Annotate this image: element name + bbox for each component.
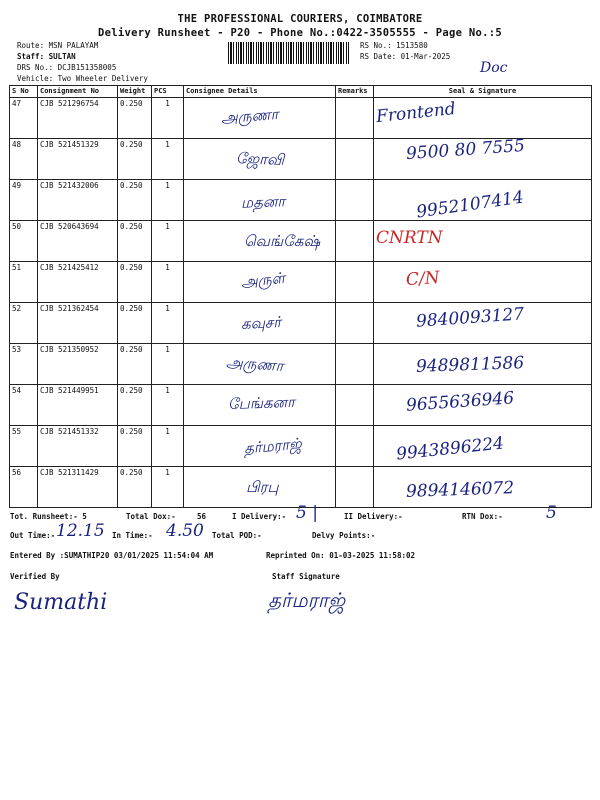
barcode-image bbox=[228, 42, 350, 64]
row-remarks bbox=[336, 262, 374, 303]
table-row bbox=[10, 467, 592, 508]
table-row bbox=[10, 221, 592, 262]
col-seal: Seal & Signature bbox=[374, 86, 592, 98]
row-consignment-no: CJB 521311429 bbox=[38, 467, 118, 508]
ii-delivery-label: II Delivery:- bbox=[344, 512, 403, 521]
row-consignment-no: CJB 521362454 bbox=[38, 303, 118, 344]
seal-handwriting: 9840093127 bbox=[415, 304, 525, 332]
row-consignment-no: CJB 521350952 bbox=[38, 344, 118, 385]
total-pod-label: Total POD:- bbox=[212, 531, 262, 540]
row-pcs: 1 bbox=[152, 385, 184, 426]
staff-signature-label: Staff Signature bbox=[272, 572, 340, 581]
row-weight: 0.250 bbox=[118, 180, 152, 221]
row-pcs: 1 bbox=[152, 426, 184, 467]
row-remarks bbox=[336, 426, 374, 467]
table-row bbox=[10, 385, 592, 426]
row-pcs: 1 bbox=[152, 344, 184, 385]
verified-signature: Sumathi bbox=[14, 590, 108, 615]
consignee-handwriting: ஜோவி bbox=[235, 149, 285, 169]
rs-number: RS No.: 1513580 bbox=[360, 41, 428, 50]
row-weight: 0.250 bbox=[118, 262, 152, 303]
row-seal-cell bbox=[374, 303, 592, 344]
row-remarks bbox=[336, 139, 374, 180]
seal-handwriting: CNRTN bbox=[376, 228, 443, 248]
row-consignment-no: CJB 520643694 bbox=[38, 221, 118, 262]
doc-handwritten-note: Doc bbox=[480, 60, 508, 76]
row-pcs: 1 bbox=[152, 139, 184, 180]
table-header-row bbox=[10, 86, 592, 98]
table-row bbox=[10, 98, 592, 139]
row-sno: 50 bbox=[10, 221, 38, 262]
verified-by-label: Verified By bbox=[10, 572, 60, 581]
row-weight: 0.250 bbox=[118, 98, 152, 139]
row-seal-cell bbox=[374, 98, 592, 139]
row-consignment-no: CJB 521432006 bbox=[38, 180, 118, 221]
route-label: Route: MSN PALAYAM bbox=[17, 41, 99, 50]
row-remarks bbox=[336, 180, 374, 221]
row-consignee-cell bbox=[184, 262, 336, 303]
runsheet-subtitle: Delivery Runsheet - P20 - Phone No.:0422-3505555 - Page No.:5 bbox=[98, 27, 502, 39]
seal-handwriting: 9655636946 bbox=[405, 388, 515, 416]
runsheet-table bbox=[9, 85, 592, 508]
row-consignee-cell bbox=[184, 385, 336, 426]
row-sno: 47 bbox=[10, 98, 38, 139]
row-consignee-cell bbox=[184, 344, 336, 385]
consignee-handwriting: மதனா bbox=[240, 192, 286, 212]
seal-handwriting: 9894146072 bbox=[405, 478, 515, 502]
seal-handwriting: 9943896224 bbox=[395, 433, 505, 465]
col-sno: S No bbox=[10, 86, 38, 98]
row-consignment-no: CJB 521451332 bbox=[38, 426, 118, 467]
row-seal-cell bbox=[374, 344, 592, 385]
row-seal-cell bbox=[374, 426, 592, 467]
col-consignee: Consignee Details bbox=[184, 86, 336, 98]
delvy-points-label: Delvy Points:- bbox=[312, 531, 376, 540]
entered-by: Entered By :SUMATHIP20 03/01/2025 11:54:04 AM bbox=[10, 551, 214, 560]
in-time-value: 4.50 bbox=[166, 521, 204, 541]
total-dox-label: Total Dox:- bbox=[126, 512, 176, 521]
seal-handwriting: Frontend bbox=[375, 98, 457, 128]
row-sno: 51 bbox=[10, 262, 38, 303]
row-sno: 52 bbox=[10, 303, 38, 344]
row-weight: 0.250 bbox=[118, 385, 152, 426]
row-weight: 0.250 bbox=[118, 139, 152, 180]
row-weight: 0.250 bbox=[118, 221, 152, 262]
rs-date: RS Date: 01-Mar-2025 bbox=[360, 52, 451, 61]
row-pcs: 1 bbox=[152, 467, 184, 508]
row-pcs: 1 bbox=[152, 98, 184, 139]
table-row bbox=[10, 303, 592, 344]
consignee-handwriting: பிரபு bbox=[246, 478, 279, 496]
row-consignee-cell bbox=[184, 98, 336, 139]
staff-label: Staff: SULTAN bbox=[17, 52, 76, 61]
row-consignee-cell bbox=[184, 221, 336, 262]
row-seal-cell bbox=[374, 180, 592, 221]
table-row bbox=[10, 139, 592, 180]
drs-number: DRS No.: DCJB151358005 bbox=[17, 63, 117, 72]
out-time-value: 12.15 bbox=[56, 521, 105, 541]
row-sno: 48 bbox=[10, 139, 38, 180]
table-row bbox=[10, 344, 592, 385]
row-sno: 56 bbox=[10, 467, 38, 508]
seal-handwriting: C/N bbox=[405, 267, 441, 291]
row-consignee-cell bbox=[184, 303, 336, 344]
row-weight: 0.250 bbox=[118, 303, 152, 344]
seal-handwriting: 9952107414 bbox=[415, 187, 526, 223]
row-remarks bbox=[336, 303, 374, 344]
table-row bbox=[10, 426, 592, 467]
row-weight: 0.250 bbox=[118, 467, 152, 508]
row-remarks bbox=[336, 385, 374, 426]
row-remarks bbox=[336, 344, 374, 385]
row-consignee-cell bbox=[184, 426, 336, 467]
tot-runsheet: Tot. Runsheet:- 5 bbox=[10, 512, 87, 521]
company-title: THE PROFESSIONAL COURIERS, COIMBATORE bbox=[177, 13, 423, 25]
out-time-label: Out Time:- bbox=[10, 531, 56, 540]
consignee-handwriting: வெங்கேஷ் bbox=[244, 232, 321, 250]
row-remarks bbox=[336, 221, 374, 262]
row-consignment-no: CJB 521449951 bbox=[38, 385, 118, 426]
row-sno: 54 bbox=[10, 385, 38, 426]
consignee-handwriting: அருள் bbox=[240, 268, 286, 292]
rtn-dox-value: 5 bbox=[546, 503, 557, 523]
seal-handwriting: 9500 80 7555 bbox=[405, 135, 526, 165]
table-row bbox=[10, 180, 592, 221]
row-remarks bbox=[336, 98, 374, 139]
row-seal-cell bbox=[374, 385, 592, 426]
col-weight: Weight bbox=[118, 86, 152, 98]
row-pcs: 1 bbox=[152, 221, 184, 262]
row-seal-cell bbox=[374, 135, 592, 180]
row-consignee-cell bbox=[184, 139, 336, 180]
row-weight: 0.250 bbox=[118, 426, 152, 467]
consignee-handwriting: தர்மராஜ் bbox=[243, 434, 303, 458]
row-consignment-no: CJB 521425412 bbox=[38, 262, 118, 303]
row-remarks bbox=[336, 467, 374, 508]
seal-handwriting: 9489811586 bbox=[415, 353, 525, 377]
staff-signature: தர்மராஜ் bbox=[268, 588, 346, 612]
consignee-handwriting: அருணா bbox=[225, 353, 285, 375]
row-seal-cell bbox=[374, 262, 592, 303]
col-pcs: PCS bbox=[152, 86, 184, 98]
col-remarks: Remarks bbox=[336, 86, 374, 98]
row-seal-cell bbox=[374, 221, 592, 262]
consignee-handwriting: கவுசர் bbox=[240, 312, 282, 334]
row-pcs: 1 bbox=[152, 180, 184, 221]
col-consignment: Consignment No bbox=[38, 86, 118, 98]
consignee-handwriting: அருணா bbox=[220, 105, 279, 127]
row-sno: 53 bbox=[10, 344, 38, 385]
total-dox-value: 56 bbox=[197, 512, 207, 521]
row-consignment-no: CJB 521296754 bbox=[38, 98, 118, 139]
table-row bbox=[10, 262, 592, 303]
i-delivery-value: 5 | bbox=[296, 503, 318, 523]
row-sno: 49 bbox=[10, 180, 38, 221]
row-weight: 0.250 bbox=[118, 344, 152, 385]
row-sno: 55 bbox=[10, 426, 38, 467]
row-pcs: 1 bbox=[152, 262, 184, 303]
row-seal-cell bbox=[374, 467, 592, 508]
rtn-dox-label: RTN Dox:- bbox=[462, 512, 503, 521]
consignee-handwriting: பேங்கனா bbox=[227, 392, 296, 414]
i-delivery-label: I Delivery:- bbox=[232, 512, 287, 521]
reprinted-on: Reprinted On: 01-03-2025 11:58:02 bbox=[266, 551, 416, 560]
row-consignee-cell bbox=[184, 180, 336, 221]
row-consignee-cell bbox=[184, 467, 336, 508]
row-pcs: 1 bbox=[152, 303, 184, 344]
in-time-label: In Time:- bbox=[112, 531, 153, 540]
row-consignment-no: CJB 521451329 bbox=[38, 139, 118, 180]
vehicle-label: Vehicle: Two Wheeler Delivery bbox=[17, 74, 148, 83]
